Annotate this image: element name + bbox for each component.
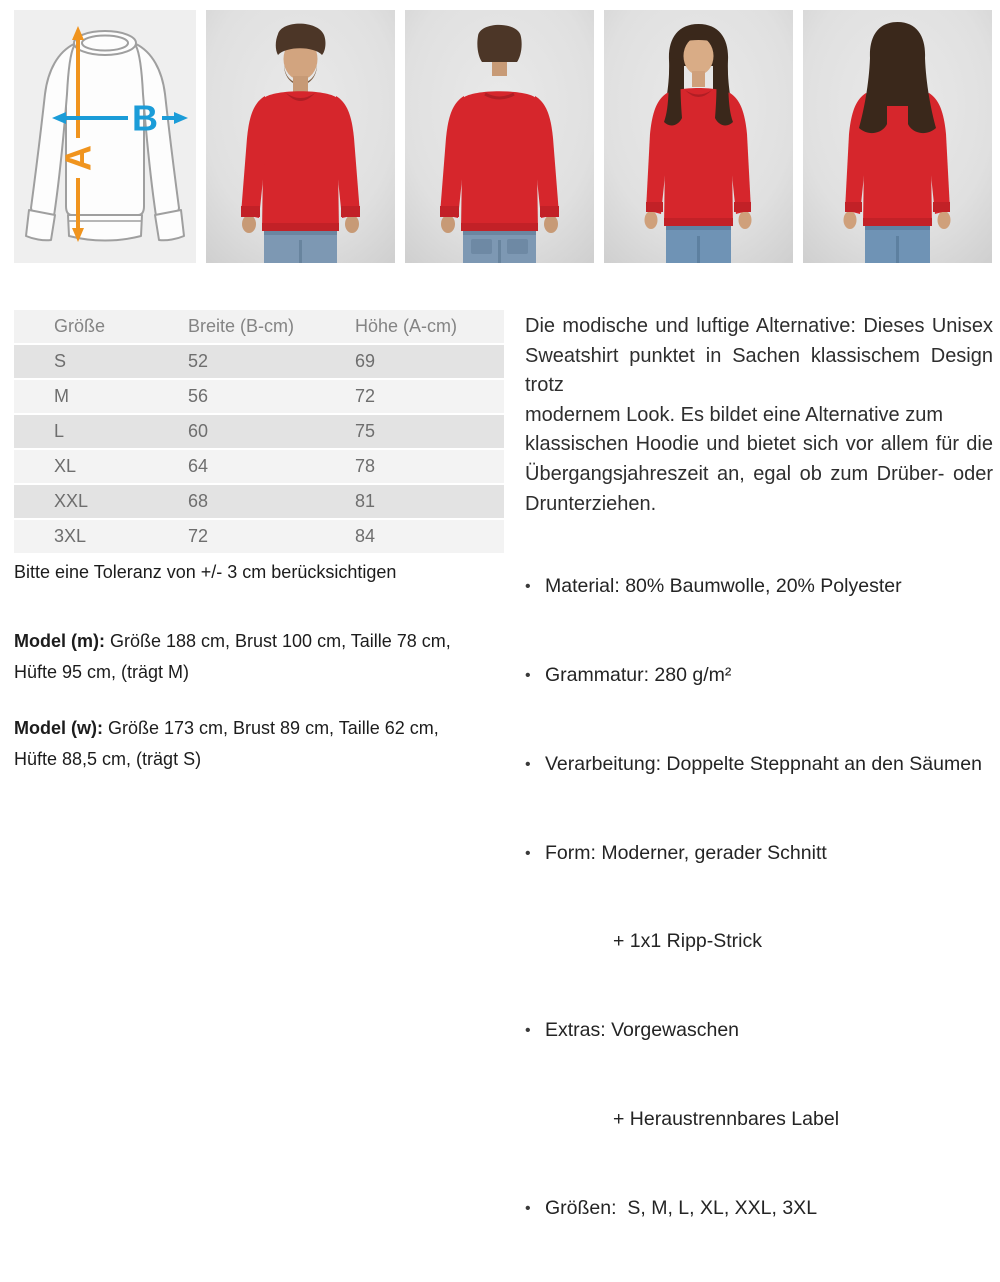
description-line: Drunterziehen. <box>525 492 657 515</box>
cell-size: XL <box>54 456 77 476</box>
feature-item-form-cont <box>525 927 995 957</box>
label-b: B <box>132 97 158 139</box>
product-description <box>525 312 993 519</box>
feature-item-verarbeitung <box>525 750 995 780</box>
male-model-back-image <box>405 10 594 263</box>
table-row <box>14 520 504 553</box>
feature-text: Extras: Vorgewaschen <box>545 1019 740 1042</box>
bullet-icon: • <box>525 755 531 773</box>
model-m-measurements: Größe 188 cm, Brust 100 cm, Taille 78 cm, <box>104 631 451 651</box>
table-row <box>14 485 504 518</box>
bullet-icon: • <box>525 844 531 862</box>
cell-size: XXL <box>54 491 89 511</box>
photo-female-model-front <box>604 10 793 263</box>
cell-width: 68 <box>188 491 209 511</box>
model-m-line2: Hüfte 95 cm, (trägt M) <box>14 662 190 682</box>
feature-text: Größen: S, M, L, XL, XXL, 3XL <box>545 1196 818 1219</box>
label-a: A <box>57 145 99 171</box>
photo-male-model-back <box>405 10 594 263</box>
size-table-header-row <box>14 310 504 343</box>
bullet-spacer <box>525 927 545 957</box>
feature-text: Verarbeitung: Doppelte Steppnaht an den Säumen <box>545 752 982 775</box>
description-line: modernem Look. Es bildet eine Alternative zum <box>525 403 943 426</box>
feature-item-groessen <box>525 1194 995 1224</box>
cell-size: S <box>54 351 67 371</box>
tolerance-note: Bitte eine Toleranz von +/- 3 cm berücksichtigen <box>14 562 397 582</box>
size-table <box>14 310 504 555</box>
size-diagram <box>14 10 196 263</box>
cell-width: 52 <box>188 351 209 371</box>
cell-size: 3XL <box>54 526 87 546</box>
sweatshirt-measurement-sketch <box>14 10 196 263</box>
feature-item-extras-cont <box>525 1105 995 1135</box>
male-model-front-image <box>206 10 395 263</box>
table-row <box>14 345 504 378</box>
feature-text: Material: 80% Baumwolle, 20% Polyester <box>545 575 902 598</box>
female-model-front-image <box>604 10 793 263</box>
model-w-line2: Hüfte 88,5 cm, (trägt S) <box>14 749 202 769</box>
photo-female-model-back <box>803 10 992 263</box>
model-w-info <box>14 713 439 775</box>
model-m-info <box>14 626 451 688</box>
feature-text: Form: Moderner, gerader Schnitt <box>545 841 827 864</box>
table-row <box>14 415 504 448</box>
cell-height: 69 <box>355 351 376 371</box>
cell-height: 78 <box>355 456 376 476</box>
female-model-back-image <box>803 10 992 263</box>
feature-list <box>525 513 995 1282</box>
photo-male-model-front <box>206 10 395 263</box>
cell-height: 72 <box>355 386 376 406</box>
cell-height: 81 <box>355 491 376 511</box>
description-line: Übergangsjahreszeit an, egal ob zum Drüber- oder <box>525 462 993 485</box>
model-w-label: Model (w): <box>14 718 103 738</box>
cell-height: 84 <box>355 526 376 546</box>
col-header-width: Breite (B-cm) <box>188 316 295 336</box>
cell-size: M <box>54 386 69 406</box>
description-line: klassischen Hoodie und bietet sich vor allem für die <box>525 433 993 456</box>
cell-width: 72 <box>188 526 209 546</box>
model-m-line1 <box>14 626 451 657</box>
cell-height: 75 <box>355 421 376 441</box>
product-gallery <box>14 10 993 263</box>
col-header-size: Größe <box>54 316 106 336</box>
bullet-icon: • <box>525 666 531 684</box>
cell-size: L <box>54 421 65 441</box>
bullet-icon: • <box>525 1199 531 1217</box>
feature-item-material <box>525 572 995 602</box>
feature-text: Grammatur: 280 g/m² <box>545 663 732 686</box>
feature-text: + 1x1 Ripp-Strick <box>613 930 763 953</box>
bullet-icon: • <box>525 1022 531 1040</box>
feature-item-grammatur <box>525 661 995 691</box>
description-line: Sweatshirt punktet in Sachen klassischem Design trotz <box>525 344 993 397</box>
table-row <box>14 380 504 413</box>
model-m-label: Model (m): <box>14 631 105 651</box>
model-w-line1 <box>14 713 439 744</box>
feature-item-extras <box>525 1016 995 1046</box>
model-w-measurements: Größe 173 cm, Brust 89 cm, Taille 62 cm, <box>102 718 439 738</box>
description-line: Die modische und luftige Alternative: Dieses Unisex <box>525 315 993 337</box>
col-header-height: Höhe (A-cm) <box>355 316 458 336</box>
feature-text: + Heraustrennbares Label <box>613 1107 840 1130</box>
feature-item-form <box>525 839 995 869</box>
cell-width: 60 <box>188 421 209 441</box>
table-row <box>14 450 504 483</box>
bullet-spacer <box>525 1105 545 1135</box>
bullet-icon: • <box>525 578 531 596</box>
cell-width: 64 <box>188 456 209 476</box>
cell-width: 56 <box>188 386 209 406</box>
